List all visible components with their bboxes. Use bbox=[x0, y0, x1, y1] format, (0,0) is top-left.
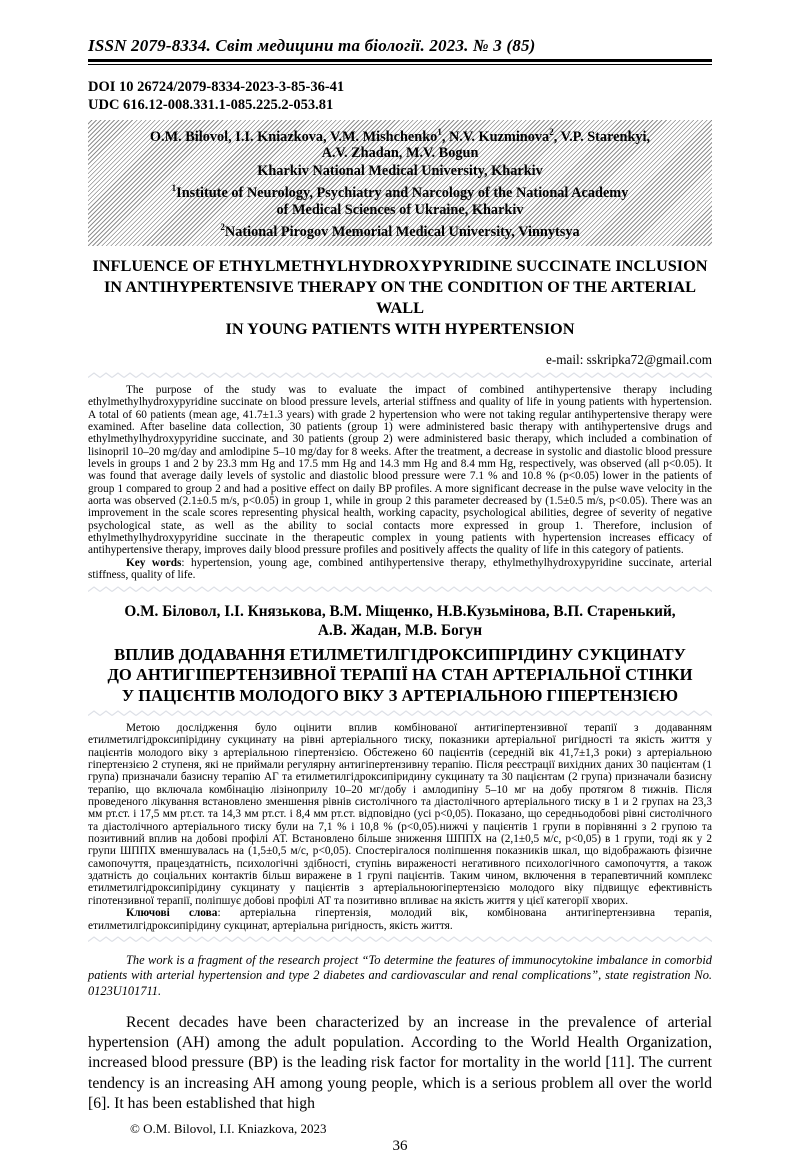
title-en-line3: IN YOUNG PATIENTS WITH HYPERTENSION bbox=[225, 319, 575, 339]
email-line: e-mail: sskripka72@gmail.com bbox=[546, 352, 712, 368]
title-en-line2: IN ANTIHYPERTENSIVE THERAPY ON THE CONDITION OF THE ARTERIAL WALL bbox=[103, 277, 697, 318]
header-rule-thick bbox=[88, 59, 712, 62]
affiliation-2-text: Institute of Neurology, Psychiatry and Narcology of the National Academy bbox=[176, 184, 629, 201]
affiliation-3 bbox=[90, 219, 710, 241]
affiliation-2-line1 bbox=[90, 180, 710, 202]
journal-issn-line: ISSN 2079-8334. Світ медицини та біології. 2023. № 3 (85) bbox=[88, 36, 536, 55]
authors-block-en bbox=[88, 120, 712, 247]
zigzag-separator bbox=[88, 936, 712, 943]
title-en-line1: INFLUENCE OF ETHYLMETHYLHYDROXYPYRIDINE SUCCINATE INCLUSION bbox=[92, 256, 708, 276]
authors-ua-line1: О.М. Біловол, І.І. Князькова, В.М. Міщенко, Н.В.Кузьмінова, В.П. Старенький, bbox=[124, 602, 676, 620]
author-affiliation-marker: 1 bbox=[437, 126, 442, 137]
article-title-en bbox=[88, 255, 712, 339]
keywords-ua-label: Ключові слова bbox=[126, 907, 218, 920]
authors-ua-line2: А.В. Жадан, М.В. Богун bbox=[317, 621, 483, 639]
authors-en-line2: A.V. Zhadan, M.V. Bogun bbox=[321, 145, 479, 162]
keywords-en-label: Key words bbox=[126, 556, 182, 569]
authors-en-line1 bbox=[90, 124, 710, 146]
affiliation-marker: 2 bbox=[220, 222, 225, 233]
zigzag-separator bbox=[88, 586, 712, 593]
research-project-note: The work is a fragment of the research project “To determine the features of immunocytokine imbalance in comorbid patients with arterial hypertension and type 2 diabetes and cardiovascular and renal complications”, state registration No. 0123U101711. bbox=[88, 952, 712, 999]
body-paragraph: Recent decades have been characterized by an increase in the prevalence of arterial hypertension (AH) among the adult population. According to the World Health Organization, increased blood pressure (BP) is the leading risk factor for mortality in the world [11]. The current tendency is an increasing AH among young people, which is a serious problem all over the world [6]. It has been established that high bbox=[88, 1013, 712, 1112]
zigzag-separator bbox=[88, 710, 712, 717]
copyright-line: © O.M. Bilovol, I.I. Kniazkova, 2023 bbox=[130, 1121, 327, 1137]
affiliation-marker: 1 bbox=[171, 182, 177, 193]
keywords-ua bbox=[88, 907, 712, 932]
authors-block-ua bbox=[88, 602, 712, 640]
udc-line: UDC 616.12-008.331.1-085.225.2-053.81 bbox=[88, 96, 334, 113]
article-title-ua bbox=[88, 645, 712, 707]
affiliation-2-line2: of Medical Sciences of Ukraine, Kharkiv bbox=[276, 201, 524, 218]
keywords-ua-text: : артеріальна гіпертензія, молодий вік, комбінована антигіпертензивна терапія, етилметилгідроксипірідину сукцинат, артеріальна ригідность, якість життя. bbox=[88, 907, 712, 932]
affiliation-3-text: National Pirogov Memorial Medical University, Vinnytsya bbox=[224, 223, 580, 240]
article-meta bbox=[88, 78, 712, 114]
affiliation-1: Kharkiv National Medical University, Kharkiv bbox=[257, 162, 543, 179]
keywords-en bbox=[88, 557, 712, 582]
page-number: 36 bbox=[392, 1138, 408, 1155]
keywords-en-text: : hypertension, young age, combined antihypertensive therapy, ethylmethylhydroxypyridine succinate, arterial stiffness, quality of life. bbox=[88, 556, 712, 582]
zigzag-separator bbox=[88, 372, 712, 379]
abstract-ua: Метою дослідження було оцінити вплив комбінованої антигіпертензивної терапії з додаванням етилметилгідроксипірідину сукцинату на рівні артеріального тиску, показники артеріальної ригідності та якість життя у пацієнтів молодого віку з артеріальною гіпертензією. Обстежено 60 пацієнтів (середній вік 41,7±1,3 роки) з артеріальною гіпертензією 2 ступеня, які не приймали регулярну антигіпертензивну терапію. Після реєстрації вихідних даних 30 пацієнтам (1 група) призначали базисну терапію АГ та етилметилгідроксипіридину сукцинату та 30 пацієнтам (2 група) призначали базисну терапію, що включала комбінацію лізіноприлу 10–20 мг/добу і амлодипіну 5–10 мг на добу протягом 8 тижнів. Після проведеного лікування встановлено зменшення рівнів систолічного та діастолічного артеріального тиску в 1 и 2 групах на 23,3 мм рт.ст. і 17,5 мм рт.ст. та 14,3 мм рт.ст. і 8,4 мм рт.ст. відповідно (усі p<0,05). Показано, що середньодобові рівні систолічного та діастолічного артеріального тиску були на 7,1 % і 10,8 % (p<0,05).нижчі у пацієнтів 1 групи в порівнянні з 2 групою та позитивний вплив на добові профілі АТ. Встановлено більше зниження ШППХ на (2,1±0,5 м/с, p<0,05) в 1 групи, тоді як у 2 групи ШППХ вменшувалась на (1,5±0,5 м/с, p<0,05). Спостерігалося поліпшення показників шкал, що відображають фізичне самопочуття, працездатність, психологічні здібності, ступінь вираженості негативного психологічного самопочуття, а також здатність до соціальних контактів більш виражене в 1 групі пацієнтів. Таким чином, включення в терапевтичний комплекс етилметилгідроксипірідину сукцинату у пацієнтів з артеріальноюгіпертензією молодого віку підвищує ефективність гіпотензивної терапії, поліпшує добові профілі АТ та позитивно впливає на якість життя у цієї категорії хворих. bbox=[88, 722, 712, 907]
page-content bbox=[88, 0, 712, 1155]
authors-en-names: , N.V. Kuzminova bbox=[441, 128, 550, 145]
author-affiliation-marker: 2 bbox=[549, 126, 554, 137]
abstract-en: The purpose of the study was to evaluate the impact of combined antihypertensive therapy including ethylmethylhydroxypyridine succinate on blood pressure levels, arterial stiffness and quality of life in young patients with hypertension. A total of 60 patients (mean age, 41.7±1.3 years) with grade 2 hypertension who were not taking regular antihypertensive therapy were examined. After baseline data collection, 30 patients (group 1) were administered basic therapy with antihypertensive drugs and ethylmethylhydroxypyridine succinate, and 30 patients (group 2) were administered basic therapy, which included a combination of lisinopril 10–20 mg/day and amlodipine 5–10 mg/day for 8 weeks. After the treatment, a decrease in systolic and diastolic blood pressure levels in groups 1 and 2 by 23.3 mm Hg and 17.5 mm Hg and 14.3 mm Hg and 8.4 mm Hg, respectively, was observed (all p<0.05). It was found that average daily levels of systolic and diastolic blood pressure were 7.1 % and 10.8 % (p<0.05) lower in the patients of group 1 compared to group 2 and had a positive effect on daily BP profiles. A more significant decrease in the pulse wave velocity in the aorta was observed (2.1±0.5 m/s, p<0.05) in group 1, while in group 2 this parameter decreased by (1.5±0.5 m/s, p<0.05). There was an improvement in the scale scores representing physical health, working capacity, psychological abilities, degree of severity of negative psychological state, as well as the ability to social contacts more expressed in group 1. Therefore, inclusion of ethylmethylhydroxypyridine succinate in the therapeutic complex in young patients with hypertension increases efficacy of antihypertensive therapy, improves daily blood pressure profiles and positively affects the quality of life in this category of patients. bbox=[88, 384, 712, 557]
authors-en-names: O.M. Bilovol, I.I. Kniazkova, V.M. Mishchenko bbox=[149, 128, 438, 145]
header-rule-thin bbox=[88, 64, 712, 65]
title-ua-line3: У ПАЦІЄНТІВ МОЛОДОГО ВІКУ З АРТЕРІАЛЬНОЮ ГІПЕРТЕНЗІЄЮ bbox=[121, 685, 679, 705]
title-ua-line2: ДО АНТИГІПЕРТЕНЗИВНОЇ ТЕРАПІЇ НА СТАН АРТЕРІАЛЬНОЇ СТІНКИ bbox=[107, 665, 693, 685]
title-ua-line1: ВПЛИВ ДОДАВАННЯ ЕТИЛМЕТИЛГІДРОКСИПІРІДИНУ СУКЦИНАТУ bbox=[114, 644, 686, 664]
authors-en-names: , V.P. Starenkyi, bbox=[553, 128, 651, 145]
doi-line: DOI 10 26724/2079-8334-2023-3-85-36-41 bbox=[88, 78, 345, 95]
